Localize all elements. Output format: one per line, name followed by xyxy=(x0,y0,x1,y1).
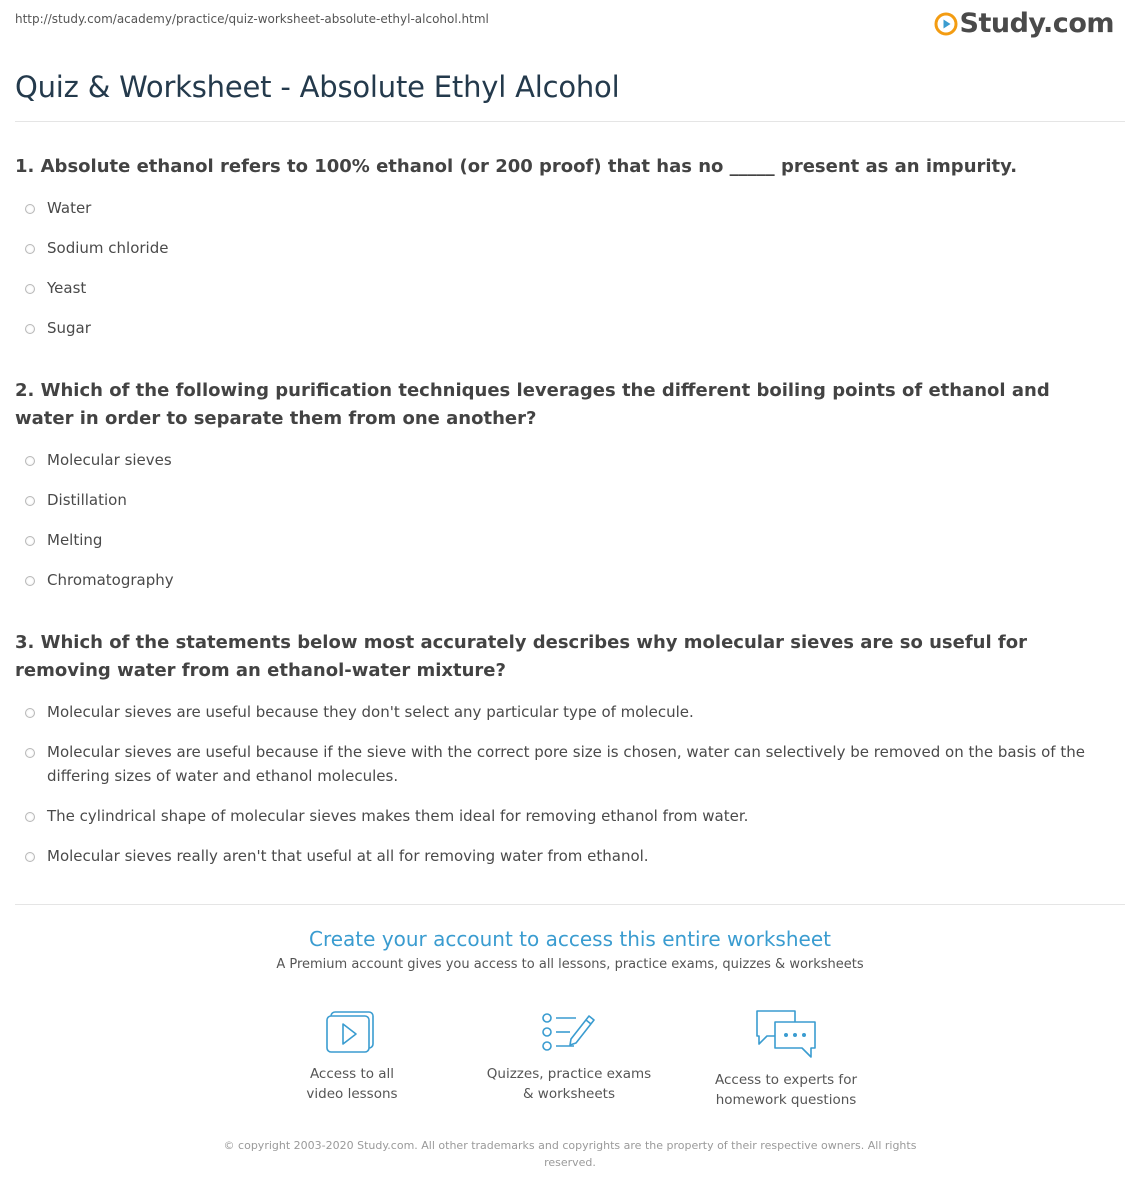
feature-label-line: Quizzes, practice exams xyxy=(486,1066,652,1082)
question-3: 3. Which of the statements below most accurately describes why molecular sieves are so useful for removing water from an ethanol-water mixture? xyxy=(15,632,1027,681)
radio-button-icon[interactable] xyxy=(25,456,35,466)
radio-button-icon[interactable] xyxy=(25,244,35,254)
option-label: Molecular sieves are useful because they don't select any particular type of molecule. xyxy=(47,703,694,721)
feature-quizzes xyxy=(469,1008,669,1104)
chat-bubbles-icon xyxy=(753,1008,819,1060)
answer-option[interactable] xyxy=(22,236,1102,276)
radio-button-icon[interactable] xyxy=(25,536,35,546)
question-3-options xyxy=(22,700,1102,884)
radio-button-icon[interactable] xyxy=(25,812,35,822)
feature-label-line: video lessons xyxy=(306,1086,398,1102)
answer-option[interactable] xyxy=(22,528,1102,568)
option-label: Chromatography xyxy=(47,571,174,589)
question-2-options xyxy=(22,448,1102,608)
answer-option[interactable] xyxy=(22,740,1102,804)
copyright-notice: © copyright 2003-2020 Study.com. All other trademarks and copyrights are the property of their respective owners. All rights reserved. xyxy=(223,1139,917,1169)
option-label: Sugar xyxy=(47,319,91,337)
study-logo[interactable] xyxy=(934,8,1114,39)
radio-button-icon[interactable] xyxy=(25,576,35,586)
radio-button-icon[interactable] xyxy=(25,852,35,862)
radio-button-icon[interactable] xyxy=(25,496,35,506)
option-label: Molecular sieves really aren't that useful at all for removing water from ethanol. xyxy=(47,847,649,865)
radio-button-icon[interactable] xyxy=(25,748,35,758)
answer-option[interactable] xyxy=(22,804,1102,844)
cta-subheading: A Premium account gives you access to all lessons, practice exams, quizzes & worksheets xyxy=(276,957,864,972)
question-2: 2. Which of the following purification techniques leverages the different boiling points of ethanol and water in order to separate them from one another? xyxy=(15,380,1050,429)
create-account-link[interactable]: Create your account to access this entire worksheet xyxy=(309,927,831,951)
option-label: Melting xyxy=(47,531,103,549)
question-1: 1. Absolute ethanol refers to 100% ethanol (or 200 proof) that has no _____ present as an impurity. xyxy=(15,156,1018,177)
radio-button-icon[interactable] xyxy=(25,204,35,214)
option-label: Distillation xyxy=(47,491,127,509)
answer-option[interactable] xyxy=(22,568,1102,608)
play-logo-icon xyxy=(934,12,958,36)
option-label: Yeast xyxy=(47,279,87,297)
option-label: Molecular sieves are useful because if the sieve with the correct pore size is chosen, water can selectively be removed on the basis of the differing sizes of water and ethanol molecules. xyxy=(47,743,1085,785)
feature-video-lessons xyxy=(252,1008,452,1104)
answer-option[interactable] xyxy=(22,276,1102,316)
answer-option[interactable] xyxy=(22,448,1102,488)
answer-option[interactable] xyxy=(22,488,1102,528)
video-lessons-icon xyxy=(325,1008,379,1054)
answer-option[interactable] xyxy=(22,844,1102,884)
question-1-options xyxy=(22,196,1102,356)
radio-button-icon[interactable] xyxy=(25,708,35,718)
page-title: Quiz & Worksheet - Absolute Ethyl Alcohol xyxy=(15,70,620,104)
feature-label-line: & worksheets xyxy=(522,1086,615,1102)
radio-button-icon[interactable] xyxy=(25,324,35,334)
option-label: Molecular sieves xyxy=(47,451,172,469)
feature-label-line: Access to all xyxy=(309,1066,395,1082)
feature-label-line: homework questions xyxy=(715,1092,857,1108)
option-label: Sodium chloride xyxy=(47,239,169,257)
option-label: Water xyxy=(47,199,92,217)
quiz-checklist-icon xyxy=(540,1008,598,1054)
feature-experts xyxy=(686,1008,886,1110)
logo-text: Study.com xyxy=(959,8,1114,39)
answer-option[interactable] xyxy=(22,196,1102,236)
answer-option[interactable] xyxy=(22,700,1102,740)
header-divider xyxy=(15,121,1125,122)
feature-label-line: Access to experts for xyxy=(714,1072,857,1088)
cta-divider xyxy=(15,904,1125,905)
answer-option[interactable] xyxy=(22,316,1102,356)
radio-button-icon[interactable] xyxy=(25,284,35,294)
option-label: The cylindrical shape of molecular sieves makes them ideal for removing ethanol from water. xyxy=(47,807,749,825)
page-url: http://study.com/academy/practice/quiz-worksheet-absolute-ethyl-alcohol.html xyxy=(15,12,489,26)
